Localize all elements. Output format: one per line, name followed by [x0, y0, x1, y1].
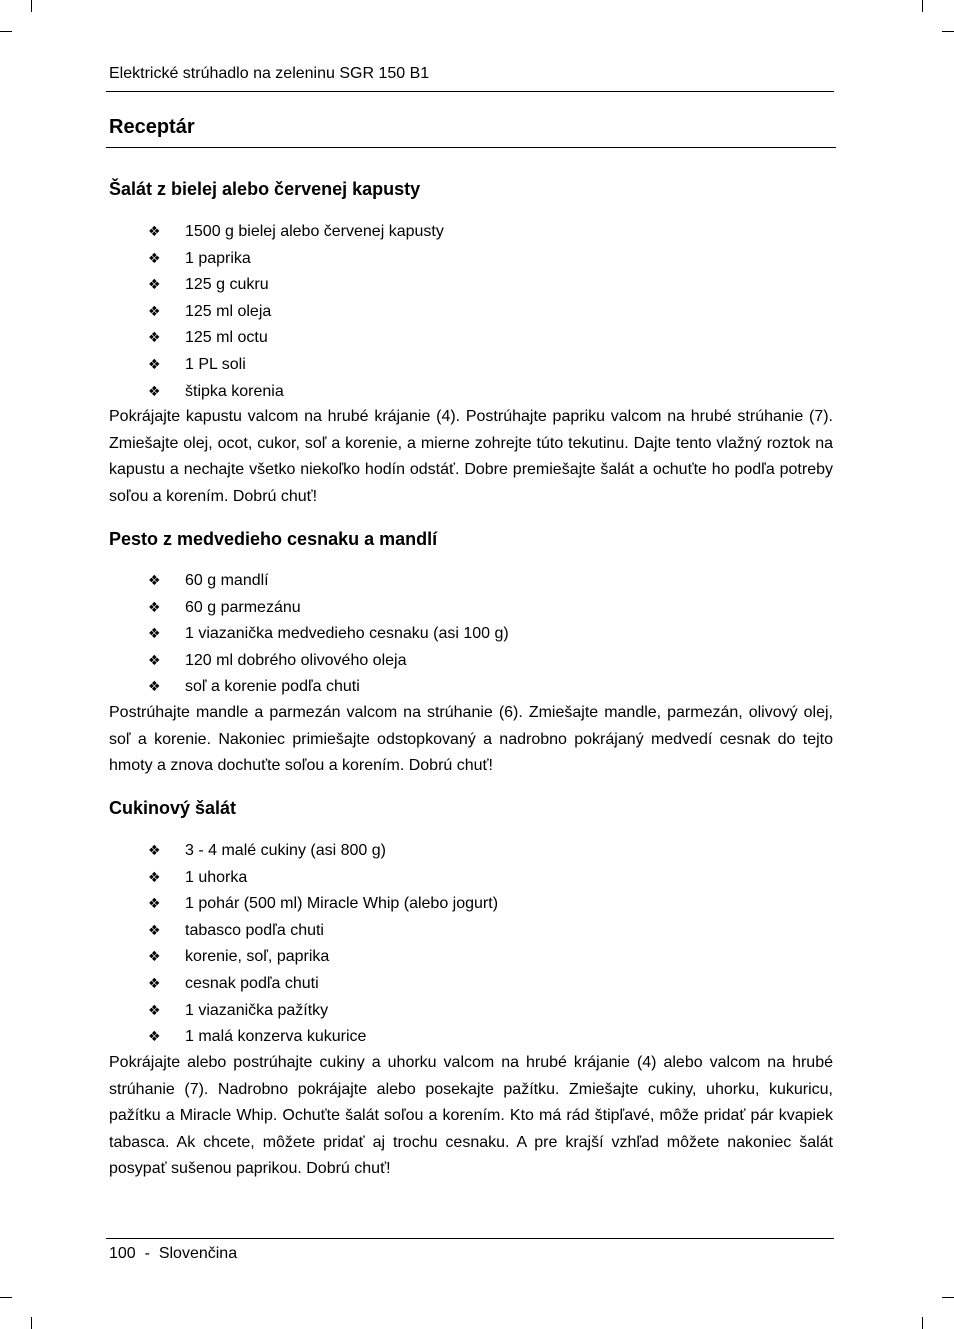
bullet-icon: ❖ [148, 572, 161, 588]
bullet-icon: ❖ [148, 223, 161, 239]
footer-separator: - [144, 1245, 150, 1262]
bullet-icon: ❖ [148, 974, 161, 991]
list-item: ❖ cesnak podľa chuti [148, 970, 498, 997]
bullet-icon: ❖ [148, 842, 161, 858]
crop-mark [0, 1297, 12, 1298]
bullet-icon: ❖ [148, 921, 161, 938]
bullet-icon: ❖ [148, 355, 161, 372]
list-item: ❖ 1 viazanička pažítky [148, 997, 498, 1024]
ingredient-list [148, 567, 509, 700]
list-item: ❖ 1 uhorka [148, 864, 498, 891]
bullet-icon: ❖ [148, 678, 161, 695]
recipe-instructions: Pokrájajte kapustu valcom na hrubé krájanie (4). Postrúhajte papriku valcom na hrubé strúhanie (7). Zmiešajte olej, ocot, cukor, soľ a korenie, a mierne zohrejte túto tekutinu. Dajte tento vlažný roztok na kapustu a nechajte všetko niekoľko hodín odstáť. Dobre premiešajte šalát a ochuťte ho podľa potreby soľou a korením. Dobrú chuť! [109, 408, 833, 505]
list-item: ❖ 120 ml dobrého olivového oleja [148, 647, 509, 674]
bullet-icon: ❖ [148, 625, 161, 642]
bullet-icon: ❖ [148, 598, 161, 615]
list-item: ❖ štipka korenia [148, 378, 444, 405]
crop-mark [31, 0, 32, 12]
bullet-icon: ❖ [148, 868, 161, 885]
list-item: ❖ 1500 g bielej alebo červenej kapusty [148, 218, 444, 245]
recipe-title: Cukinový šalát [109, 798, 237, 818]
page-footer [109, 1244, 237, 1264]
recipe-title: Pesto z medvedieho cesnaku a mandlí [109, 529, 438, 549]
list-item: ❖ korenie, soľ, paprika [148, 943, 498, 970]
recipe-instructions: Postrúhajte mandle a parmezán valcom na strúhanie (6). Zmiešajte mandle, parmezán, olivový olej, soľ a korenie. Nakoniec primiešajte odstopkovaný a nadrobno pokrájaný medvedí cesnak do tejto hmoty a znova dochuťte soľou a korením. Dobrú chuť! [109, 704, 833, 775]
running-header: Elektrické strúhadlo na zeleninu SGR 150 B1 [109, 65, 430, 82]
list-item: ❖ 1 viazanička medvedieho cesnaku (asi 100 g) [148, 620, 509, 647]
list-item: ❖ 60 g parmezánu [148, 594, 509, 621]
bullet-icon: ❖ [148, 276, 161, 293]
list-item: ❖ soľ a korenie podľa chuti [148, 673, 509, 700]
list-item: ❖ 125 g cukru [148, 271, 444, 298]
list-item: ❖ 125 ml octu [148, 324, 444, 351]
footer-language: Slovenčina [158, 1245, 238, 1262]
crop-mark [31, 1317, 32, 1329]
bullet-icon: ❖ [148, 895, 161, 912]
recipe-instructions: Pokrájajte alebo postrúhajte cukiny a uhorku valcom na hrubé krájanie (4) alebo valcom na hrubé strúhanie (7). Nadrobno pokrájajte alebo posekajte pažítku. Zmiešajte cukiny, uhorku, kukuricu, pažítku a Miracle Whip. Ochuťte šalát soľou a korením. Kto má rád štipľavé, môže pridať pár kvapiek tabasca. Ak chcete, môžete pridať aj trochu cesnaku. A pre krajší vzhľad môžete nakoniec šalát posypať sušenou paprikou. Dobrú chuť! [109, 1054, 833, 1178]
bullet-icon: ❖ [148, 948, 161, 965]
crop-mark [942, 1297, 954, 1298]
page-title: Receptár [109, 116, 195, 138]
header-rule [106, 91, 834, 92]
list-item: ❖ 1 malá konzerva kukurice [148, 1023, 498, 1050]
list-item: ❖ 60 g mandlí [148, 567, 509, 594]
crop-mark [922, 1317, 923, 1329]
bullet-icon: ❖ [148, 651, 161, 668]
bullet-icon: ❖ [148, 1028, 161, 1045]
bullet-icon: ❖ [148, 382, 161, 399]
title-rule [106, 147, 836, 148]
ingredient-list [148, 218, 444, 404]
list-item: ❖ 3 - 4 malé cukiny (asi 800 g) [148, 837, 498, 864]
crop-mark [922, 0, 923, 12]
list-item: ❖ tabasco podľa chuti [148, 917, 498, 944]
list-item: ❖ 1 paprika [148, 245, 444, 272]
bullet-icon: ❖ [148, 329, 161, 346]
crop-mark [0, 31, 12, 32]
bullet-icon: ❖ [148, 302, 161, 319]
list-item: ❖ 1 PL soli [148, 351, 444, 378]
ingredient-list [148, 837, 498, 1050]
page-number: 100 [109, 1245, 136, 1262]
list-item: ❖ 125 ml oleja [148, 298, 444, 325]
recipe-title: Šalát z bielej alebo červenej kapusty [109, 179, 421, 199]
footer-rule [106, 1238, 834, 1239]
bullet-icon: ❖ [148, 249, 161, 266]
list-item: ❖ 1 pohár (500 ml) Miracle Whip (alebo jogurt) [148, 890, 498, 917]
crop-mark [942, 31, 954, 32]
bullet-icon: ❖ [148, 1001, 161, 1018]
